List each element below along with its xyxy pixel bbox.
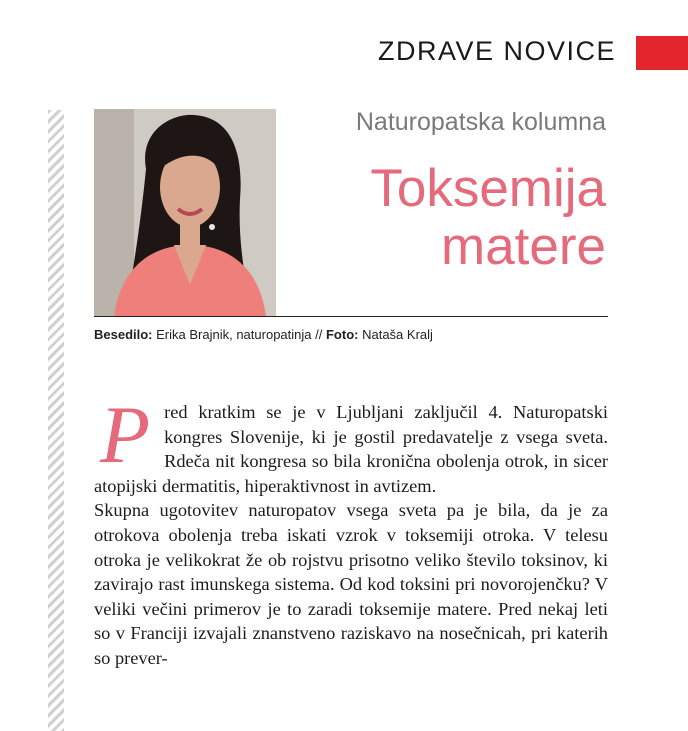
title-line-2: matere (441, 217, 606, 276)
paragraph-2: Skupna ugotovitev naturopatov vsega sveta pa je bila, da je za otrokova obolenja treba iskati vzrok v toksemiji otroka. V telesu otroka je velikokrat že ob rojstvu prisotno veliko število toksinov, ki zavirajo rast imunskega sistema. Od kod toksini pri novorojenčku? V veliki večini primerov je to zaradi toksemije matere. Pred nekaj leti so v Franciji izvajali znanstveno raziskavo na nosečnicah, pri katerih so prever- (94, 500, 608, 668)
byline-separator: // (315, 327, 323, 342)
drop-cap: P (100, 389, 151, 480)
author-photo (94, 109, 276, 317)
decorative-stripe-border (48, 110, 64, 731)
title-line-1: Toksemija (370, 159, 606, 218)
column-kicker: Naturopatska kolumna (355, 108, 606, 136)
section-label: ZDRAVE NOVICE (378, 36, 617, 66)
photographer-name: Nataša Kralj (362, 327, 433, 342)
photo-label: Foto: (325, 327, 359, 342)
paragraph-1-text: red kratkim se je v Ljubljani zaključil 4. Naturopatski kongres Slovenije, ki je gostil predavatelje z vsega sveta. Rdeča nit kongresa so bila kronična obolenja otrok, in sicer atopijski dermatitis, hiperaktivnost in avtizem. (94, 402, 608, 496)
paragraph-1 (94, 389, 608, 498)
article-title (300, 160, 606, 276)
author-label: Besedilo: (94, 327, 153, 342)
article-body (94, 389, 608, 671)
byline (94, 327, 608, 342)
author-name: Erika Brajnik, naturopatinja (156, 327, 312, 342)
title-divider (94, 316, 608, 317)
section-color-tab (636, 36, 688, 70)
